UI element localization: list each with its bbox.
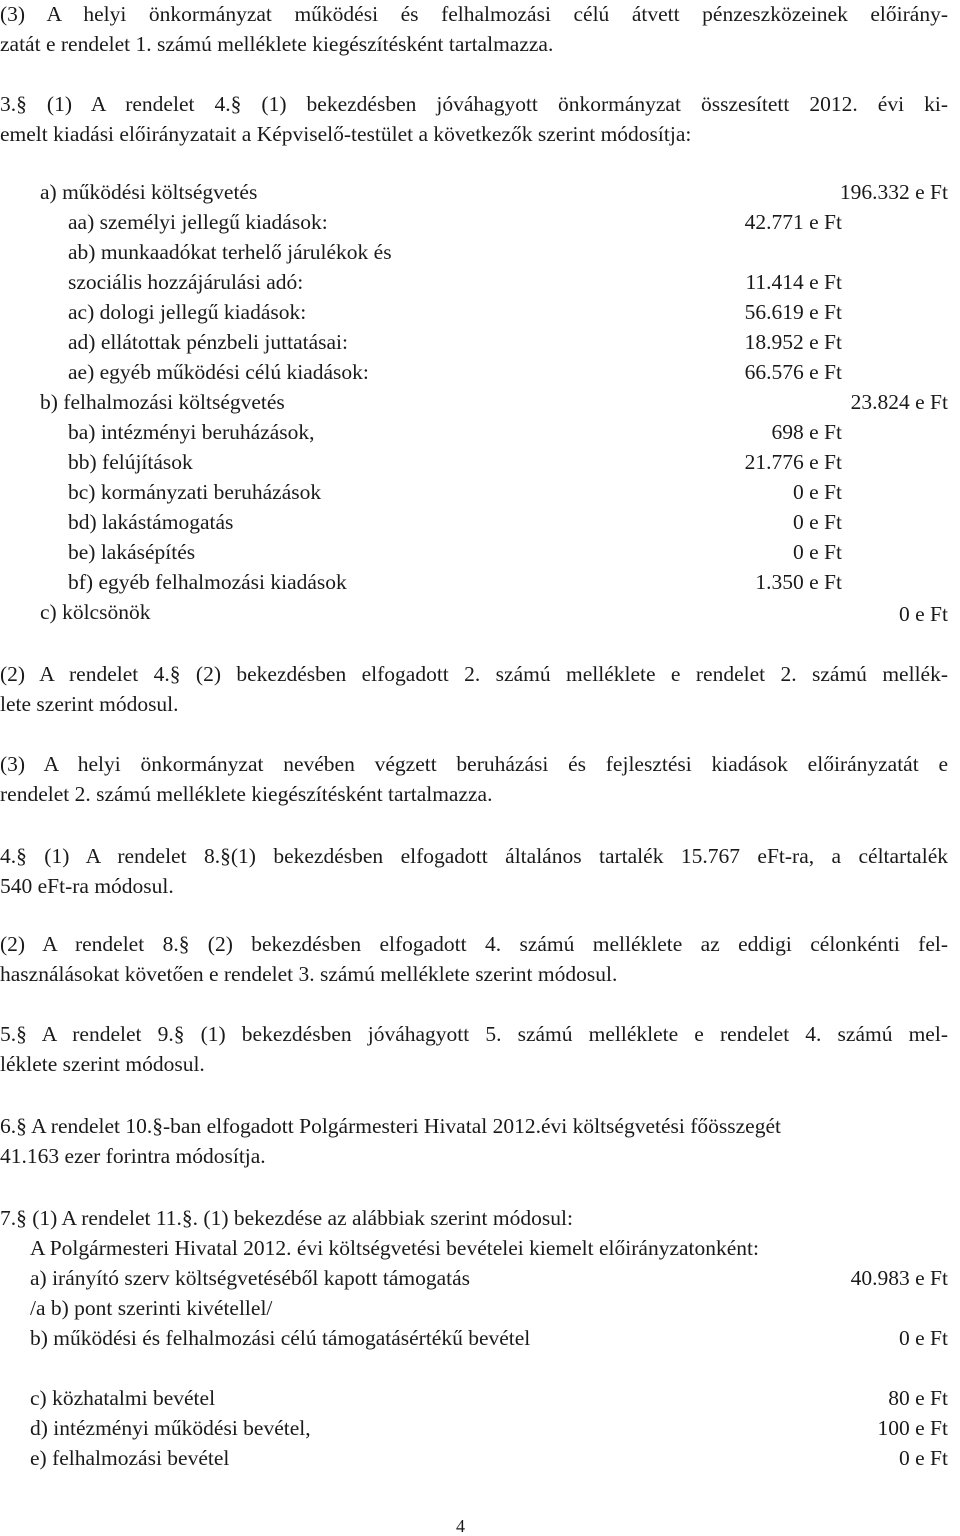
list-item-value: 40.983 e Ft	[850, 1266, 948, 1290]
list-item-label: bf) egyéb felhalmozási kiadások	[68, 570, 347, 594]
list-item-value: 100 e Ft	[877, 1416, 948, 1440]
list-item-label: be) lakásépítés	[68, 540, 196, 564]
list-item-value: 0 e Ft	[899, 602, 948, 626]
list-item-value: 18.952 e Ft	[744, 330, 842, 354]
paragraph-2-line-2: lete szerint módosul.	[0, 692, 179, 716]
list-item-label: a) irányító szerv költségvetéséből kapott támogatás	[30, 1266, 471, 1290]
section-7-line-1: 7.§ (1) A rendelet 11.§. (1) bekezdése az alábbiak szerint módosul:	[0, 1206, 573, 1230]
list-item-value: 21.776 e Ft	[744, 450, 842, 474]
list-item-label: aa) személyi jellegű kiadások:	[68, 210, 328, 234]
list-item-value: 0 e Ft	[899, 1326, 948, 1350]
list-item-value: 56.619 e Ft	[744, 300, 842, 324]
list-item-value: 196.332 e Ft	[839, 180, 948, 204]
list-item-value: 23.824 e Ft	[850, 390, 948, 414]
list-item-value: 0 e Ft	[793, 540, 842, 564]
intro-line-1: (3) A helyi önkormányzat működési és felhalmozási célú átvett pénzeszközeinek előirány-	[0, 2, 948, 26]
list-item-value: 80 e Ft	[888, 1386, 948, 1410]
list-item-label: c) közhatalmi bevétel	[30, 1386, 216, 1410]
list-item-label: d) intézményi működési bevétel,	[30, 1416, 311, 1440]
section-4-line-1: 4.§ (1) A rendelet 8.§(1) bekezdésben elfogadott általános tartalék 15.767 eFt-ra, a céltartalék	[0, 844, 948, 868]
list-item-label: b) működési és felhalmozási célú támogatásértékű bevétel	[30, 1326, 531, 1350]
list-item-value: 698 e Ft	[771, 420, 842, 444]
section-4-paragraph-2-line-2: használásokat követően e rendelet 3. számú melléklete szerint módosul.	[0, 962, 618, 986]
list-item-label: b) felhalmozási költségvetés	[40, 390, 285, 414]
list-item-value: 0 e Ft	[899, 1446, 948, 1470]
list-item-label: bc) kormányzati beruházások	[68, 480, 322, 504]
list-item-label: c) kölcsönök	[40, 600, 151, 624]
section-5-line-2: léklete szerint módosul.	[0, 1052, 205, 1076]
section-6-line-2: 41.163 ezer forintra módosítja.	[0, 1144, 266, 1168]
list-item-label: szociális hozzájárulási adó:	[68, 270, 304, 294]
section-4-line-2: 540 eFt-ra módosul.	[0, 874, 174, 898]
list-item-label: a) működési költségvetés	[40, 180, 258, 204]
list-item-value: 66.576 e Ft	[744, 360, 842, 384]
list-item-value: 0 e Ft	[793, 480, 842, 504]
list-item-label: bd) lakástámogatás	[68, 510, 234, 534]
list-item-label: e) felhalmozási bevétel	[30, 1446, 230, 1470]
list-item-value: 11.414 e Ft	[745, 270, 842, 294]
paragraph-3-line-1: (3) A helyi önkormányzat nevében végzett beruházási és fejlesztési kiadások előirányzatát e	[0, 752, 948, 776]
paragraph-2-line-1: (2) A rendelet 4.§ (2) bekezdésben elfogadott 2. számú melléklete e rendelet 2. számú mellék-	[0, 662, 948, 686]
section-3-line-1: 3.§ (1) A rendelet 4.§ (1) bekezdésben jóváhagyott önkormányzat összesített 2012. évi ki-	[0, 92, 948, 116]
paragraph-3-line-2: rendelet 2. számú melléklete kiegészítésként tartalmazza.	[0, 782, 493, 806]
list-item-label: /a b) pont szerinti kivétellel/	[30, 1296, 273, 1320]
list-item-label: ac) dologi jellegű kiadások:	[68, 300, 307, 324]
section-3-line-2: emelt kiadási előirányzatait a Képviselő-testület a következők szerint módosítja:	[0, 122, 692, 146]
intro-line-2: zatát e rendelet 1. számú melléklete kiegészítésként tartalmazza.	[0, 32, 554, 56]
section-7-line-2: A Polgármesteri Hivatal 2012. évi költségvetési bevételei kiemelt előirányzatonként:	[30, 1236, 759, 1260]
section-4-paragraph-2-line-1: (2) A rendelet 8.§ (2) bekezdésben elfogadott 4. számú melléklete az eddigi célonkénti fel-	[0, 932, 948, 956]
list-item-value: 1.350 e Ft	[755, 570, 842, 594]
list-item-label: ae) egyéb működési célú kiadások:	[68, 360, 369, 384]
list-item-value: 42.771 e Ft	[744, 210, 842, 234]
list-item-label: ba) intézményi beruházások,	[68, 420, 315, 444]
section-6-line-1: 6.§ A rendelet 10.§-ban elfogadott Polgármesteri Hivatal 2012.évi költségvetési főösszegét	[0, 1114, 781, 1138]
section-5-line-1: 5.§ A rendelet 9.§ (1) bekezdésben jóváhagyott 5. számú melléklete e rendelet 4. számú mel-	[0, 1022, 948, 1046]
list-item-label: ad) ellátottak pénzbeli juttatásai:	[68, 330, 348, 354]
list-item-label: ab) munkaadókat terhelő járulékok és	[68, 240, 392, 264]
page-number: 4	[456, 1516, 465, 1536]
list-item-value: 0 e Ft	[793, 510, 842, 534]
list-item-label: bb) felújítások	[68, 450, 193, 474]
